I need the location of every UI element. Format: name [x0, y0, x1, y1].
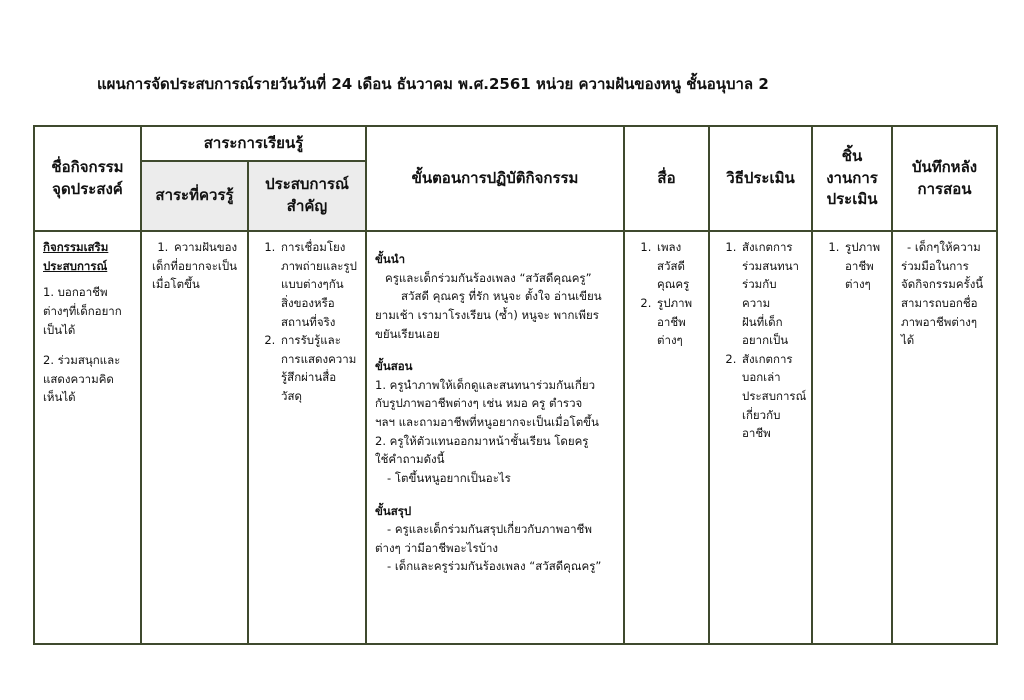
header-learning: สาระการเรียนรู้	[141, 126, 366, 161]
lesson-plan-table	[33, 125, 998, 645]
key-experience-cell	[248, 231, 366, 644]
assessment-item: 1. สังเกตการ ร่วมสนทนา ร่วมกับความ ฝันที่เด็ก อยากเป็น	[740, 238, 803, 350]
objective-item: 2. ร่วมสนุกและ แสดงความคิด เห็นได้	[43, 353, 121, 405]
header-should-know: สาระที่ควรรู้	[141, 161, 248, 231]
header-media: สื่อ	[624, 126, 709, 231]
assessment-cell	[709, 231, 812, 644]
media-cell	[624, 231, 709, 644]
end-heading: ขั้นสรุป	[375, 503, 412, 518]
notes-cell: - เด็กๆให้ความ ร่วมมือในการ จัดกิจกรรมครั้งนี้ สามารถบอกชื่อ ภาพอาชีพต่างๆ ได้	[892, 231, 997, 644]
intro-heading: ขั้นนำ	[375, 252, 406, 266]
objective-item: 1. บอกอาชีพ ต่างๆที่เด็กอยาก เป็นได้	[43, 285, 122, 337]
page-title: แผนการจัดประสบการณ์รายวันวันที่ 24 เดือน ธันวาคม พ.ศ.2561 หน่วย ความฝันของหนู ชั้นอนุบาล 2	[97, 75, 769, 93]
work-cell	[812, 231, 892, 644]
should-know-item: 1. ความฝันของ เด็กที่อยากจะเป็น เมื่อโตขึ้น	[172, 238, 239, 294]
media-item: 1. เพลง สวัสดี คุณครู	[655, 238, 700, 294]
key-experience-item: 2. การรับรู้และ การแสดงความ รู้สึกผ่านสื่อ วัสดุ	[279, 331, 357, 406]
header-key-experience: ประสบการณ์ สำคัญ	[248, 161, 366, 231]
should-know-cell	[141, 231, 248, 644]
work-item: 1. รูปภาพ อาชีพ ต่างๆ	[843, 238, 883, 294]
assessment-item: 2. สังเกตการ บอกเล่า ประสบการณ์ เกี่ยวกับ อาชีพ	[740, 350, 803, 443]
header-activity: ชื่อกิจกรรม จุดประสงค์	[34, 126, 141, 231]
steps-cell: ขั้นนำ ครูและเด็กร่วมกันร้องเพลง “สวัสดีคุณครู” สวัสดี คุณครู ที่รัก หนูจะ ตั้งใจ อ่านเขียน ยามเช้า เรามาโรงเรียน (ซ้ำ) หนูจะ พากเพียร ขยันเรียนเอย ขั้นสอน 1. ครูนำภาพให้เด็กดูและสนทนาร่วมกันเกี่ยว กับรูปภาพอาชีพต่างๆ เช่น หมอ ครู ตำรวจ ฯลฯ และถามอาชีพที่หนูอยากจะเป็นเมื่อโตขึ้น 2. ครูให้ตัวแทนออกมาหน้าชั้นเรียน โดยครู ใช้คำถามดังนี้ - โตขึ้นหนูอยากเป็นอะไร ขั้นสรุป - ครูและเด็กร่วมกันสรุปเกี่ยวกับภาพอาชีพ ต่างๆ ว่ามีอาชีพอะไรบ้าง - เด็กและครูร่วมกันร้องเพลง “สวัสดีคุณครู”	[366, 231, 624, 644]
media-item: 2. รูปภาพ อาชีพ ต่างๆ	[655, 294, 700, 350]
header-work: ชิ้น งานการ ประเมิน	[812, 126, 892, 231]
key-experience-item: 1. การเชื่อมโยง ภาพถ่ายและรูป แบบต่างๆกัน สิ่งของหรือ สถานที่จริง	[279, 238, 357, 331]
header-steps: ขั้นตอนการปฏิบัติกิจกรรม	[366, 126, 624, 231]
header-notes: บันทึกหลัง การสอน	[892, 126, 997, 231]
activity-cell	[34, 231, 141, 644]
activity-name: กิจกรรมเสริม ประสบการณ์	[43, 240, 109, 273]
header-assessment: วิธีประเมิน	[709, 126, 812, 231]
body-heading: ขั้นสอน	[375, 359, 413, 374]
